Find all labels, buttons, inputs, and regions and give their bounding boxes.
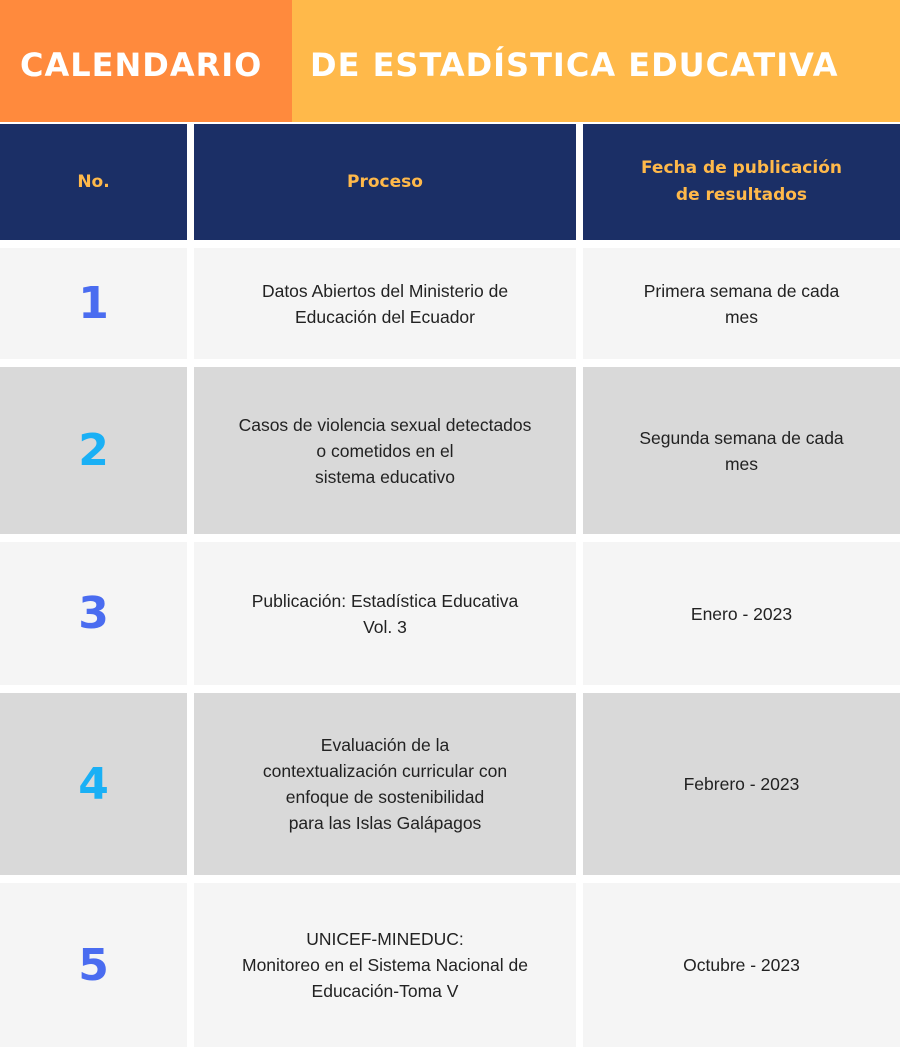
header-proceso [194,124,576,240]
banner-title-right: DE ESTADÍSTICA EDUCATIVA [310,46,839,84]
row-3-no [0,542,187,685]
row-number: 2 [78,425,109,476]
header-proceso-label: Proceso [347,171,423,192]
row-2-no [0,367,187,534]
row-number: 4 [78,758,109,810]
header-no [0,124,187,240]
row-3-fecha [583,542,900,685]
row-4-proceso [194,693,576,875]
row-1-proceso [194,248,576,359]
banner-title-left: CALENDARIO [20,46,263,84]
row-1-no [0,248,187,359]
row-4-fecha [583,693,900,875]
row-date-text: Enero - 2023 [690,603,793,624]
title-banner [0,0,900,122]
row-5-no [0,883,187,1047]
row-number: 5 [78,939,109,991]
row-5-proceso [194,883,576,1047]
row-date-text: Febrero - 2023 [683,774,800,794]
row-date-text: Octubre - 2023 [683,955,800,975]
row-number: 1 [78,278,109,329]
header-fecha-label: Fecha de publicación de resultados [641,158,842,205]
row-5-fecha [583,883,900,1047]
row-3-proceso [194,542,576,685]
row-process-text: Datos Abiertos del Ministerio de Educación del Ecuador [261,280,509,327]
row-date-text: Segunda semana de cada mes [639,427,844,474]
row-process-text: Evaluación de la contextualización curricular con enfoque de sostenibilidad para las Islas Galápagos [262,735,508,833]
row-process-text: Publicación: Estadística Educativa Vol. 3 [251,590,519,637]
row-process-text: Casos de violencia sexual detectados o cometidos en el sistema educativo [238,414,532,487]
row-2-fecha [583,367,900,534]
header-no-label: No. [77,171,110,192]
header-fecha [583,124,900,240]
row-date-text: Primera semana de cada mes [643,280,840,327]
row-process-text: UNICEF-MINEDUC: Monitoreo en el Sistema Nacional de Educación-Toma V [242,929,528,1001]
row-1-fecha [583,248,900,359]
row-2-proceso [194,367,576,534]
row-number: 3 [78,588,109,639]
row-4-no [0,693,187,875]
